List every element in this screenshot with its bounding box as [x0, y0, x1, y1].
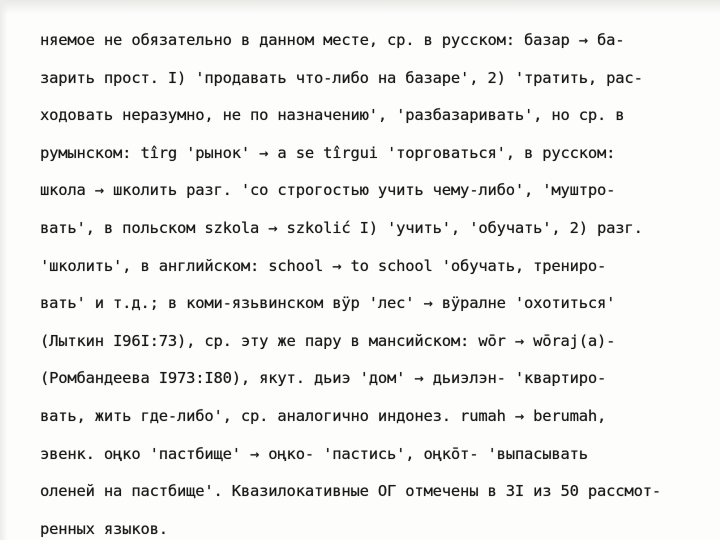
text-line-8: вать' и т.д.; в коми-язьвинском вӱр 'лес' → вӱралне 'охотиться'	[40, 294, 616, 313]
typewritten-text-block	[40, 22, 700, 548]
text-line-12: эвенк. оңко 'пастбище' → оңко- 'пастись', оңкōт- 'выпасывать	[40, 444, 588, 463]
text-line-5: школа → школить разг. 'со строгостью учить чему-либо', 'муштро-	[40, 181, 616, 200]
text-line-14: ренных языков.	[40, 519, 168, 538]
text-line-10: (Ромбандеева I973:I80), якут. дьиэ 'дом' → дьиэлэн- 'квартиро-	[40, 369, 607, 388]
text-line-2: зарить прост. I) 'продавать что-либо на базаре', 2) 'тратить, рас-	[40, 68, 643, 87]
text-line-3: ходовать неразумно, не по назначению', 'разбазаривать', но ср. в	[40, 106, 625, 125]
text-line-11: вать, жить где-либо', ср. аналогично индонез. rumah → berumah,	[40, 406, 607, 425]
text-line-13: оленей на пастбище'. Квазилокативные ОГ отмечены в 3I из 50 рассмот-	[40, 482, 661, 501]
scan-edge-top	[0, 0, 720, 14]
text-line-1: няемое не обязательно в данном месте, ср. в русском: базар → ба-	[40, 31, 625, 49]
text-line-7: 'школить', в английском: school → to school 'обучать, трениро-	[40, 256, 607, 275]
scan-edge-left	[0, 0, 8, 540]
text-line-6: вать', в польском szkola → szkolić I) 'учить', 'обучать', 2) разг.	[40, 218, 643, 237]
text-line-4: румынском: tîrg 'рынок' → a se tîrgui 'торговаться', в русском:	[40, 143, 616, 162]
text-line-9: (Лыткин I96I:73), ср. эту же пару в мансийском: wōr → wōraj(a)-	[40, 331, 616, 350]
